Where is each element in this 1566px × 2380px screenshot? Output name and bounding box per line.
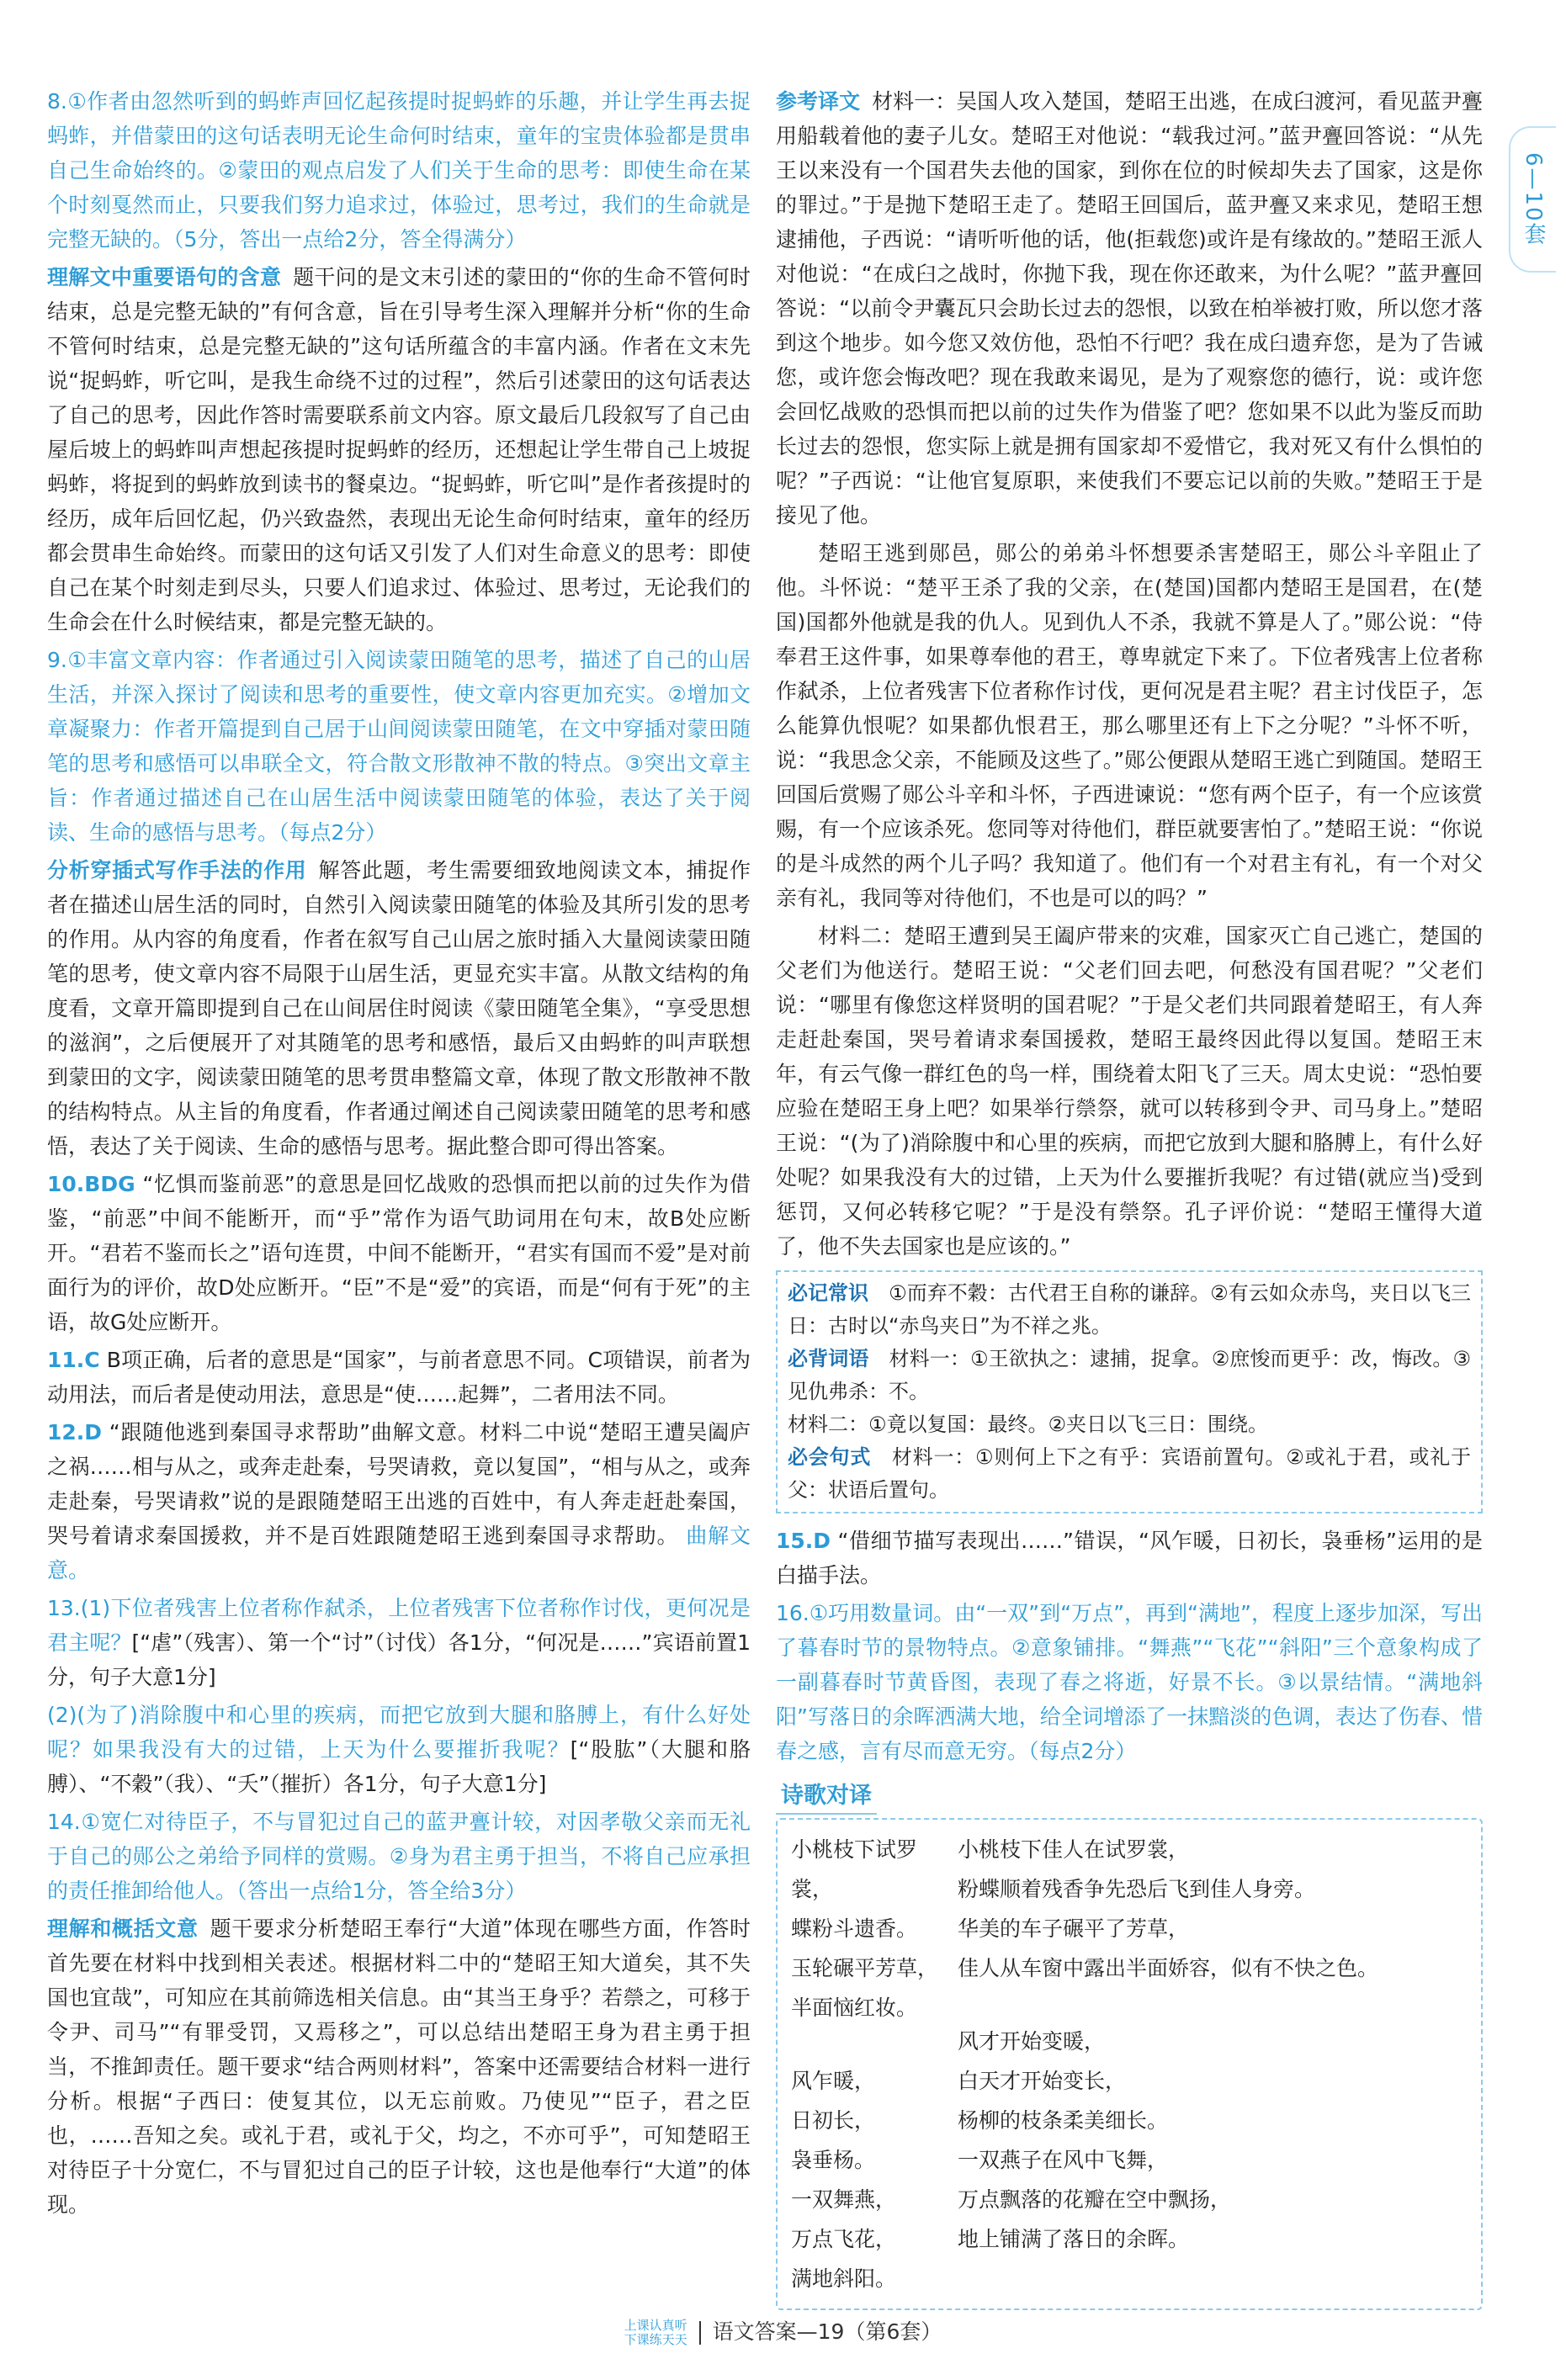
analysis-9 bbox=[47, 853, 751, 1163]
poem-line: 佳人从车窗中露出半面娇容，似有不快之色。 bbox=[958, 1956, 1379, 1980]
translation-2: 楚昭王逃到郧邑，郧公的弟弟斗怀想要杀害楚昭王，郧公斗辛阻止了他。斗怀说：“楚平王杀了我的父亲，在(楚国)国都内楚昭王是国君，在(楚国)国都外他就是我的仇人。见到仇人不杀，我就不算是人了。”郧公说：“侍奉君王这件事，如果尊奉他的君王，尊卑就定下来了。下位者残害上位者称作弑杀，上位者残害下位者称作讨伐，更何况是君主呢？君主讨伐臣子，怎么能算仇恨呢？如果都仇恨君王，那么哪里还有上下之分呢？”斗怀不听，说：“我思念父亲，不能顾及这些了。”郧公便跟从楚昭王逃亡到随国。楚昭王回国后赏赐了郧公斗辛和斗怀，子西进谏说：“您有两个臣子，有一个应该赏赐，有一个应该杀死。您同等对待他们，群臣就要害怕了。”楚昭王说：“你说的是斗成然的两个儿子吗？我知道了。他们有一个对君主有礼，有一个对父亲有礼，我同等对待他们，不也是可以的吗？” bbox=[776, 541, 1483, 910]
translation-1 bbox=[776, 84, 1483, 533]
answer-text: “忆惧而鉴前恶”的意思是回忆战败的恐惧而把以前的过失作为借鉴，“前恶”中间不能断开，而“乎”常作为语气助词用在句末，故B处应断开。“君若不鉴而长之”语句连贯，中间不能断开，“君实有国而不爱”是对前面行为的评价，故D处应断开。“臣”不是“爱”的宾语，而是“何有于死”的主语，故G处应断开。 bbox=[47, 1172, 751, 1334]
poem-line: 白天才开始变长， bbox=[958, 2069, 1127, 2093]
knowledge-label: 必记常识 bbox=[788, 1281, 869, 1305]
poem-line: 日初长， bbox=[791, 2108, 876, 2133]
poem-line: 风才开始变暖， bbox=[958, 2029, 1106, 2054]
answer-11 bbox=[47, 1343, 751, 1412]
poem-modern bbox=[958, 1830, 1468, 2298]
answer-text: B项正确，后者的意思是“国家”，与前者意思不同。C项错误，前者为动用法，而后者是使动用法，意思是“使……起舞”，二者用法不同。 bbox=[47, 1348, 751, 1407]
poem-line: 一双燕子在风中飞舞， bbox=[958, 2148, 1169, 2172]
analysis-text: 题干问的是文末引述的蒙田的“你的生命不管何时结束，总是完整无缺的”有何含意，旨在引导考生深入理解并分析“你的生命不管何时结束，总是完整无缺的”这句话所蕴含的丰富内涵。作者在文末先说“捉蚂蚱，听它叫，是我生命绕不过的过程”，然后引述蒙田的这句话表达了自己的思考，因此作答时需要联系前文内容。原文最后几段叙写了自己由屋后坡上的蚂蚱叫声想起孩提时捉蚂蚱的经历，还想起让学生带自己上坡捉蚂蚱，将捉到的蚂蚱放到读书的餐桌边。“捉蚂蚱，听它叫”是作者孩提时的经历，成年后回忆起，仍兴致盎然，表现出无论生命何时结束，童年的经历都会贯串生命始终。而蒙田的这句话又引发了人们对生命意义的思考：即使自己在某个时刻走到尽头，只要人们追求过、体验过、思考过，无论我们的生命会在什么时候结束，都是完整无缺的。 bbox=[47, 265, 751, 634]
knowledge-words bbox=[788, 1343, 1471, 1408]
poem-line: 蝶粉斗遗香。 bbox=[791, 1916, 918, 1941]
left-column bbox=[47, 84, 751, 2254]
answer-number: 11.C bbox=[47, 1348, 100, 1372]
brand-logo: 上课认真听 下课练天天 bbox=[624, 2318, 687, 2347]
answer-number: 10.BDG bbox=[47, 1172, 135, 1196]
knowledge-text: ①而弃不穀：古代君王自称的谦辞。②有云如众赤鸟，夹日以飞三日：古时以“赤鸟夹日”为不祥之兆。 bbox=[788, 1281, 1472, 1338]
answer-text: 13.(1)下位者残害上位者称作弑杀，上位者残害下位者称作讨伐，更何况是君主呢？ bbox=[47, 1596, 751, 1655]
poem-line: 华美的车子碾平了芳草， bbox=[958, 1916, 1190, 1941]
answer-12 bbox=[47, 1415, 751, 1588]
poem-line: 杨柳的枝条柔美细长。 bbox=[958, 2108, 1169, 2133]
scoring-note: [“虐”（残害）、第一个“讨”（讨伐）各1分，“何况是……”宾语前置1分，句子大意1分] bbox=[47, 1630, 751, 1689]
poem-line: 小桃枝下试罗裳， bbox=[791, 1837, 918, 1901]
poem-section-title: 诗歌对译 bbox=[776, 1778, 877, 1815]
answer-15 bbox=[776, 1524, 1483, 1593]
answer-text: “跟随他逃到秦国寻求帮助”曲解文意。材料二中说“楚昭王遭吴阖庐之祸……相与从之，或奔走赴秦，号哭请救，竟以复国”，“相与从之，或奔走赴秦，号哭请救”说的是跟随楚昭王出逃的百姓中，有人奔走赶赴秦国，哭号着请求秦国援救，并不是百姓跟随楚昭王逃到秦国寻求帮助。 bbox=[47, 1420, 751, 1548]
page-footer bbox=[0, 2315, 1566, 2347]
analysis-tag: 理解和概括文意 bbox=[47, 1916, 199, 1941]
answer-number: 12.D bbox=[47, 1420, 103, 1444]
page-number: 语文答案—19（第6套） bbox=[712, 2319, 942, 2344]
poem-original bbox=[791, 1830, 942, 2298]
poem-line: 风乍暖， bbox=[791, 2069, 876, 2093]
analysis-text: 题干要求分析楚昭王奉行“大道”体现在哪些方面，作答时首先要在材料中找到相关表述。根据材料二中的“楚昭王知大道矣，其不失国也宜哉”，可知应在其前筛选相关信息。由“其当王身乎？若禜之，可移于令尹、司马”“有罪受罚，又焉移之”，可以总结出楚昭王身为君主勇于担当，不推卸责任。题干要求“结合两则材料”，答案中还需要结合材料一进行分析。根据“子西曰：使复其位，以无忘前败。乃使见”“臣子，君之臣也，……吾知之矣。或礼于君，或礼于父，均之，不亦可乎”，可知楚昭王对待臣子十分宽仁，不与冒犯过自己的臣子计较，这也是他奉行“大道”的体现。 bbox=[47, 1916, 751, 2217]
knowledge-label: 必会句式 bbox=[788, 1445, 872, 1469]
right-column bbox=[776, 84, 1483, 2291]
answer-14: 14.①宽仁对待臣子，不与冒犯过自己的蓝尹亹计较，对因孝敬父亲而无礼于自己的郧公之弟给予同样的赏赐。②身为君主勇于担当，不将自己应承担的责任推卸给他人。（答出一点给1分，答全给3分） bbox=[47, 1810, 751, 1903]
poem-gap bbox=[791, 2028, 942, 2061]
poem-line: 万点飘落的花瓣在空中飘扬， bbox=[958, 2187, 1232, 2212]
poem-translation-box bbox=[776, 1818, 1483, 2310]
answer-text: (2)(为了)消除腹中和心里的疾病，而把它放到大腿和胳膊上，有什么好处呢？如果我没有大的过错，上天为什么要摧折我呢？ bbox=[47, 1703, 751, 1762]
answer-13b bbox=[47, 1698, 751, 1801]
poem-line: 一双舞燕， bbox=[791, 2187, 897, 2212]
knowledge-box bbox=[776, 1270, 1483, 1513]
poem-line: 粉蝶顺着残香争先恐后飞到佳人身旁。 bbox=[958, 1877, 1316, 1901]
answer-13a bbox=[47, 1591, 751, 1694]
poem-gap bbox=[958, 1988, 1468, 2022]
poem-line: 袅垂杨。 bbox=[791, 2148, 876, 2172]
answer-9: 9.①丰富文章内容：作者通过引入阅读蒙田随笔的思考，描述了自己的山居生活，并深入探讨了阅读和思考的重要性，使文章内容更加充实。②增加文章凝聚力：作者开篇提到自己居于山间阅读蒙田随笔，在文中穿插对蒙田随笔的思考和感悟可以串联全文，符合散文形散神不散的特点。③突出文章主旨：作者通过描述自己在山居生活中阅读蒙田随笔的体验，表达了关于阅读、生命的感悟与思考。（每点2分） bbox=[47, 648, 751, 845]
poem-line: 地上铺满了落日的余晖。 bbox=[958, 2227, 1190, 2251]
translation-text: 材料一：吴国人攻入楚国，楚昭王出逃，在成臼渡河，看见蓝尹亹用船载着他的妻子儿女。楚昭王对他说：“载我过河。”蓝尹亹回答说：“从先王以来没有一个国君失去他的国家，到你在位的时候却失去了国家，这是你的罪过。”于是抛下楚昭王走了。楚昭王回国后，蓝尹亹又来求见，楚昭王想逮捕他，子西说：“请听听他的话，他(拒载您)或许是有缘故的。”楚昭王派人对他说：“在成臼之战时，你抛下我，现在你还敢来，为什么呢？”蓝尹亹回答说：“以前令尹囊瓦只会助长过去的怨恨，以致在柏举被打败，所以您才落到这个地步。如今您又效仿他，恐怕不行吧？我在成臼遗弃您，是为了告诫您，或许您会悔改吧？现在我敢来谒见，是为了观察您的德行，说：或许您会回忆战败的恐惧而把以前的过失作为借鉴了吧？您如果不以此为鉴反而助长过去的怨恨，您实际上就是拥有国家却不爱惜它，我对死又有什么惧怕的呢？”子西说：“让他官复原职，来使我们不要忘记以前的失败。”楚昭王于是接见了他。 bbox=[776, 89, 1483, 527]
knowledge-syntax bbox=[788, 1441, 1471, 1507]
scoring-note: [“股肱”（大腿和胳膊）、“不穀”（我）、“夭”（摧折）各1分，句子大意1分] bbox=[47, 1737, 751, 1796]
footer-divider bbox=[699, 2321, 701, 2345]
section-side-tab: 6—10套 bbox=[1509, 126, 1556, 273]
answer-8: 8.①作者由忽然听到的蚂蚱声回忆起孩提时捉蚂蚱的乐趣，并让学生再去捉蚂蚱，并借蒙田的这句话表明无论生命何时结束，童年的宝贵体验都是贯串自己生命始终的。②蒙田的观点启发了人们关于生命的思考：即使生命在某个时刻戛然而止，只要我们努力追求过，体验过，思考过，我们的生命就是完整无缺的。（5分，答出一点给2分，答全得满分） bbox=[47, 89, 751, 252]
poem-line: 小桃枝下佳人在试罗裳， bbox=[958, 1837, 1190, 1862]
answer-tag: 曲解文意。 bbox=[47, 1524, 751, 1582]
poem-line: 万点飞花， bbox=[791, 2227, 897, 2251]
knowledge-label: 必背词语 bbox=[788, 1347, 869, 1370]
answer-number: 15.D bbox=[776, 1529, 831, 1553]
knowledge-common bbox=[788, 1277, 1471, 1343]
answer-10 bbox=[47, 1167, 751, 1339]
answer-text: “借细节描写表现出……”错误，“风乍暖，日初长，袅垂杨”运用的是白描手法。 bbox=[776, 1529, 1483, 1588]
analysis-14 bbox=[47, 1911, 751, 2222]
analysis-8 bbox=[47, 260, 751, 639]
answer-16: 16.①巧用数量词。由“一双”到“万点”，再到“满地”，程度上逐步加深，写出了暮春时节的景物特点。②意象铺排。“舞燕”“飞花”“斜阳”三个意象构成了一副暮春时节黄昏图，表现了春之将逝，好景不长。③以景结情。“满地斜阳”写落日的余晖洒满大地，给全词增添了一抹黯淡的色调，表达了伤春、惜春之感，言有尽而意无穷。（每点2分） bbox=[776, 1601, 1483, 1763]
poem-line: 满地斜阳。 bbox=[791, 2266, 897, 2291]
knowledge-text: 材料一：①则何上下之有乎：宾语前置句。②或礼于君，或礼于父：状语后置句。 bbox=[788, 1445, 1472, 1502]
analysis-tag: 理解文中重要语句的含意 bbox=[47, 265, 282, 289]
translation-3: 材料二：楚昭王遭到吴王阖庐带来的灾难，国家灭亡自己逃亡，楚国的父老们为他送行。楚昭王说：“父老们回去吧，何愁没有国君呢？”父老们说：“哪里有像您这样贤明的国君呢？”于是父老们共同跟着楚昭王，有人奔走赶赴秦国，哭号着请求秦国援救，楚昭王最终因此得以复国。楚昭王末年，有云气像一群红色的鸟一样，围绕着太阳飞了三天。周太史说：“恐怕要应验在楚昭王身上吧？如果举行禜祭，就可以转移到令尹、司马身上。”楚昭王说：“(为了)消除腹中和心里的疾病，而把它放到大腿和胳膊上，有什么好处呢？如果我没有大的过错，上天为什么要摧折我呢？有过错(就应当)受到惩罚，又何必转移它呢？”于是没有禜祭。孔子评价说：“楚昭王懂得大道了，他不失去国家也是应该的。” bbox=[776, 924, 1483, 1259]
analysis-tag: 分析穿插式写作手法的作用 bbox=[47, 858, 307, 883]
knowledge-words-2: 材料二：①竟以复国：最终。②夹日以飞三日：围绕。 bbox=[788, 1413, 1269, 1436]
translation-tag: 参考译文 bbox=[776, 89, 861, 114]
poem-line: 玉轮碾平芳草， bbox=[791, 1956, 939, 1980]
knowledge-text: 材料一：①王欲执之：逮捕，捉拿。②庶悛而更乎：改，悔改。③见仇弗杀：不。 bbox=[788, 1347, 1472, 1403]
poem-line: 半面恼红妆。 bbox=[791, 1996, 918, 2020]
analysis-text: 解答此题，考生需要细致地阅读文本，捕捉作者在描述山居生活的同时，自然引入阅读蒙田随笔的体验及其所引发的思考的作用。从内容的角度看，作者在叙写自己山居之旅时插入大量阅读蒙田随笔的思考，使文章内容不局限于山居生活，更显充实丰富。从散文结构的角度看，文章开篇即提到自己在山间居住时阅读《蒙田随笔全集》，“享受思想的滋润”，之后便展开了对其随笔的思考和感悟，最后又由蚂蚱的叫声联想到蒙田的文字，阅读蒙田随笔的思考贯串整篇文章，体现了散文形散神不散的结构特点。从主旨的角度看，作者通过阐述自己阅读蒙田随笔的思考和感悟，表达了关于阅读、生命的感悟与思考。据此整合即可得出答案。 bbox=[47, 858, 751, 1158]
